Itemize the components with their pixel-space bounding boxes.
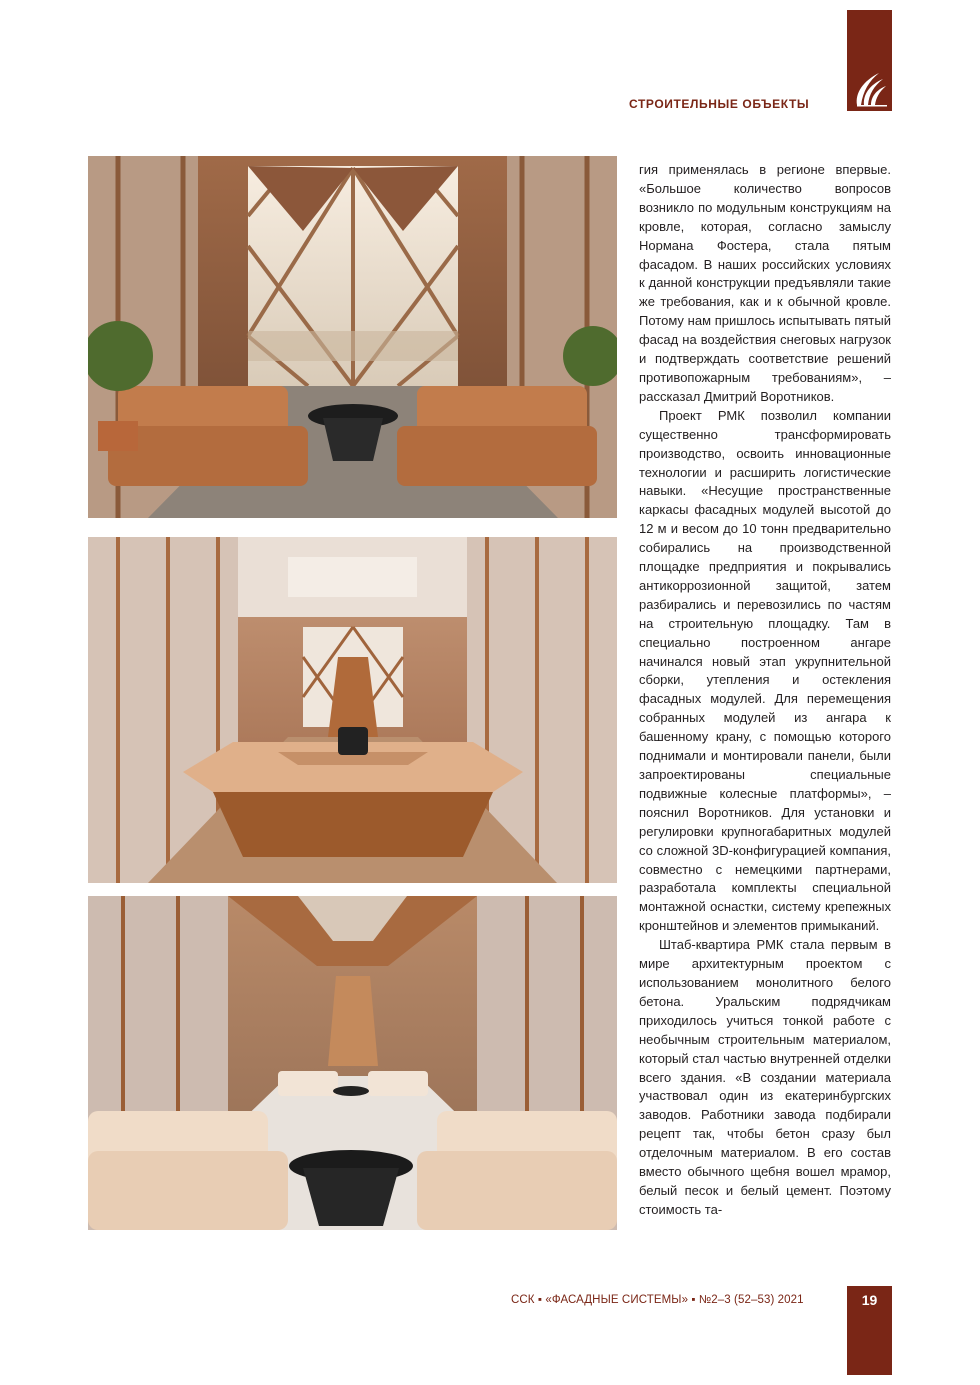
article-paragraph: гия применялась в регионе впервые. «Большое количество вопросов возникло по модульным конструкциям на кровле, которая, согласно замыслу Нормана Фостера, стала пятым фасадом. В наших российских условиях к данной конструкции предъявляли такие же требования, как и к обычной кровле. Потому нам пришлось испытывать пятый фасад на воздействия снеговых нагрузок и подтверждать соответствие решений противопожарным требованиям», – рассказал Дмитрий Воротников.	[639, 162, 891, 404]
article-paragraph: Штаб-квартира РМК стала первым в мире архитектурным проектом с использованием монолитного белого бетона. Уральским подрядчикам приходилось учиться тонкой работе с необычным строительным материалом, который стал частью внутренней отделки всего здания. «В создании материала участвовал один из екатеринбургских заводов. Работники завода подбирали рецепт так, чтобы бетон сразу был отделочным материалом. В его состав вместо обычного щебня вошел мрамор, белый песок и белый цемент. Поэтому стоимость та-	[639, 937, 891, 1217]
lobby-photo-reception-desk	[88, 537, 617, 883]
page-number: 19	[861, 1292, 878, 1308]
footer-issue-line: ССК ▪ «ФАСАДНЫЕ СИСТЕМЫ» ▪ №2–3 (52–53) 2021	[511, 1294, 804, 1306]
header-accent-tab	[847, 10, 892, 111]
leaf-feather-logo-icon	[847, 65, 892, 111]
article-paragraph: Проект РМК позволил компании существенно трансформировать производство, освоить инновационные технологии и расширить логистические навыки. «Несущие пространственные каркасы фасадных модулей высотой до 12 м и весом до 10 тонн предварительно собирались на производственной площадке предприятия и покрывались антикоррозионной защитой, затем разбирались и перевозились по частям на строительную площадку. Там в специально построенном ангаре начинался новый этап укрупнительной сборки, утепления и остекления фасадных модулей. Для перемещения собранных модулей из ангара к башенному крану, с помощью которого поднимали и монтировали панели, были запроектированы специальные подвижные колесные платформы», – пояснил Воротников. Для установки и регулировки крупногабаритных модулей со сложной 3D-конфигурацией компания, совместно с немецкими партнерами, разработала комплекты специальной монтажной оснастки, систему крепежных кронштейнов и элементов примыканий.	[639, 407, 891, 934]
section-title: СТРОИТЕЛЬНЫЕ ОБЪЕКТЫ	[629, 97, 810, 111]
lobby-photo-lounge-sofas	[88, 156, 617, 518]
lobby-photo-white-sofas	[88, 896, 617, 1230]
article-body	[639, 161, 891, 1220]
